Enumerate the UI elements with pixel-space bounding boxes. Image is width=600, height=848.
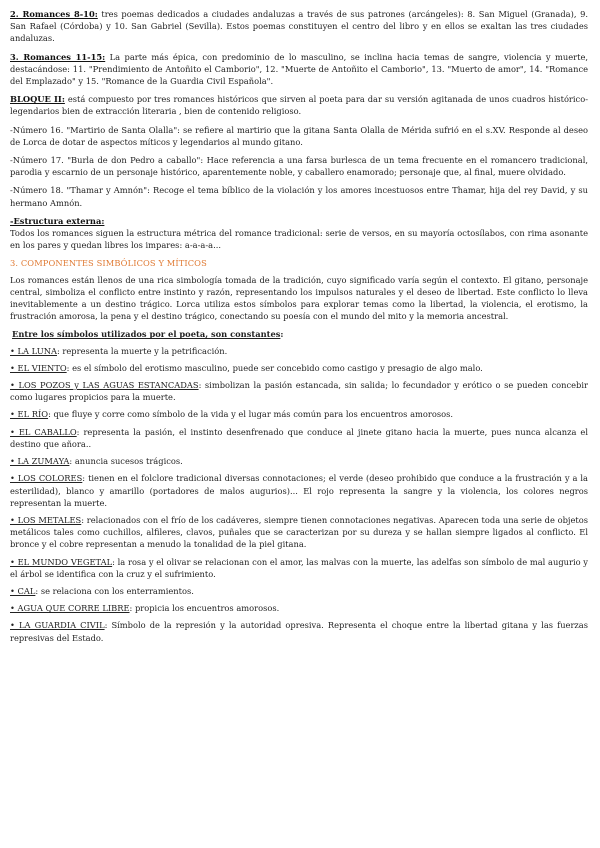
- symbol-item: [10, 556, 588, 580]
- symbol-description: : tienen en el folclore tradicional diversas connotaciones; el verde (deseo prohibido que conduce a la frustración y a la esterilidad), blanco y amarillo (portadores de malos augurios)... El rojo representa la sangre y la violencia, los colores negros representan la muerte.: [10, 473, 588, 508]
- romances-11-15-paragraph: [10, 51, 588, 88]
- symbol-name: • EL CABALLO: [10, 426, 77, 437]
- symbol-description: : se relaciona con los enterramientos.: [35, 585, 194, 596]
- symbol-name: • EL VIENTO: [10, 362, 67, 373]
- bloque-ii-label: BLOQUE II:: [10, 94, 65, 105]
- section-3-heading: 3. COMPONENTES SIMBÓLICOS Y MÍTICOS: [10, 258, 207, 269]
- romances-11-15-text: La parte más épica, con predominio de lo masculino, se inclina hacia temas de sangre, violencia y muerte, destacándose: 11. "Prendimiento de Antoñito el Camborio", 12. "Muerte de Antoñito el Camborio", 13. "Muerto de amor", 14. "Romance del Emplazado" y 15. "Romance de la Guardia Civil Española".: [10, 51, 588, 87]
- symbol-item: [10, 619, 588, 643]
- symbol-item: [10, 379, 588, 403]
- romances-11-15-label: 3. Romances 11-15:: [10, 51, 106, 62]
- symbol-item: [10, 426, 588, 450]
- symbol-description: : anuncia sucesos trágicos.: [69, 456, 183, 467]
- symbol-item: [10, 362, 588, 374]
- symbol-description: : relacionados con el frío de los cadáveres, siempre tienen connotaciones negativas. Aparecen toda una serie de objetos metálicos tales como cuchillos, alfileres, clavos, puñales que se caracterizan por su dureza y se hallan siempre ligados al conflicto. El bronce y el cobre representan a menudo la tonalidad de la piel gitana.: [10, 514, 588, 550]
- symbol-name: • LOS POZOS y LAS AGUAS ESTANCADAS: [10, 380, 199, 391]
- symbol-description: : representa la muerte y la petrificación.: [56, 345, 228, 356]
- numero-17-paragraph: -Número 17. "Burla de don Pedro a caballo": Hace referencia a una farsa burlesca de un tema frecuente en el romancero tradicional, parodia y escarnio de un personaje histórico, aparentemente noble, y caballero enamorado; personaje que, al final, muere olvidado.: [10, 155, 588, 178]
- bloque-ii-paragraph: [10, 93, 588, 117]
- symbol-item: [10, 345, 588, 357]
- romances-8-10-paragraph: [10, 8, 588, 45]
- symbol-description: : que fluye y corre como símbolo de la vida y el lugar más común para los encuentros amorosos.: [48, 409, 453, 420]
- numero-16-paragraph: -Número 16. "Martirio de Santa Olalla": se refiere al martirio que la gitana Santa Olalla de Mérida sufrió en el s.XV. Responde al deseo de Lorca de dotar de aspectos míticos y legendarios al mundo gitano.: [10, 124, 588, 147]
- symbol-name: • EL MUNDO VEGETAL: [10, 556, 113, 567]
- symbol-item: [10, 514, 588, 551]
- symbol-item: [10, 408, 588, 420]
- symbol-description: : representa la pasión, el instinto desenfrenado que conduce al jinete gitano hacia la muerte, pues nunca alcanza el destino que añora..: [10, 426, 588, 449]
- symbol-description: : la rosa y el olivar se relacionan con el amor, las malvas con la muerte, las adelfas son símbolo de mal augurio y el árbol se identifica con la cruz y el sufrimiento.: [10, 556, 588, 579]
- symbol-item: [10, 602, 588, 614]
- symbol-item: [10, 585, 588, 597]
- symbol-description: : es el símbolo del erotismo masculino, puede ser concebido como castigo y presagio de algo malo.: [66, 362, 483, 373]
- symbol-name: • CAL: [10, 585, 36, 596]
- symbol-item: [10, 455, 588, 467]
- symbol-name: • LA LUNA: [10, 345, 57, 356]
- romances-8-10-label: 2. Romances 8-10:: [10, 9, 98, 19]
- external-structure-title: -Estructura externa:: [10, 215, 105, 226]
- symbols-subheading: Entre los símbolos utilizados por el poeta, son constantes:: [12, 329, 284, 340]
- symbol-name: • LOS COLORES: [10, 473, 83, 484]
- numero-18-paragraph: -Número 18. "Thamar y Amnón": Recoge el tema bíblico de la violación y los amores incestuosos entre Thamar, hija del rey David, y su hermano Amnón.: [10, 185, 588, 208]
- symbol-name: • LA GUARDIA CIVIL: [10, 620, 105, 631]
- symbol-description: : propicia los encuentros amorosos.: [129, 603, 280, 614]
- symbol-description: : Símbolo de la represión y la autoridad opresiva. Representa el choque entre la libertad gitana y las fuerzas represivas del Estado.: [10, 620, 588, 643]
- romances-8-10-text: tres poemas dedicados a ciudades andaluzas a través de sus patrones (arcángeles): 8. San Miguel (Granada), 9. San Rafael (Córdoba) y 10. San Gabriel (Sevilla). Estos poemas constituyen el centro del libro y en ellos se exaltan las tres ciudades andaluzas.: [10, 9, 588, 44]
- symbol-name: • AGUA QUE CORRE LIBRE: [10, 603, 130, 614]
- external-structure-text: Todos los romances siguen la estructura métrica del romance tradicional: serie de versos, en su mayoría octosílabos, con rima asonante en los pares y quedan libres los impares: a-a-a-a...: [10, 228, 588, 251]
- symbol-description: : simbolizan la pasión estancada, sin salida; lo fecundador y erótico o se pueden concebir como lugares propicios para la muerte.: [10, 380, 588, 403]
- bloque-ii-text: está compuesto por tres romances históricos que sirven al poeta para dar su versión agitanada de unos cuadros histórico-legendarios bien de extracción literaria , bien de contenido religioso.: [10, 94, 588, 117]
- symbol-name: • LOS METALES: [10, 514, 82, 525]
- section-3-intro: Los romances están llenos de una rica simbología tomada de la tradición, cuyo significado varía según el contexto. El gitano, personaje central, simboliza el conflicto entre instinto y razón, representando los impulsos naturales y el deseo de libertad. Este conflicto lo lleva inevitablemente a un destino trágico. Lorca utiliza estos símbolos para explorar temas como la libertad, la violencia, el erotismo, la frustración amorosa, la pena y el destino trágico, conectando su poesía con el mundo del mito y la memoria ancestral.: [10, 274, 588, 322]
- symbols-list: [10, 345, 588, 644]
- symbol-name: • LA ZUMAYA: [10, 456, 70, 467]
- symbol-name: • EL RÍO: [10, 409, 49, 420]
- symbol-item: [10, 472, 588, 509]
